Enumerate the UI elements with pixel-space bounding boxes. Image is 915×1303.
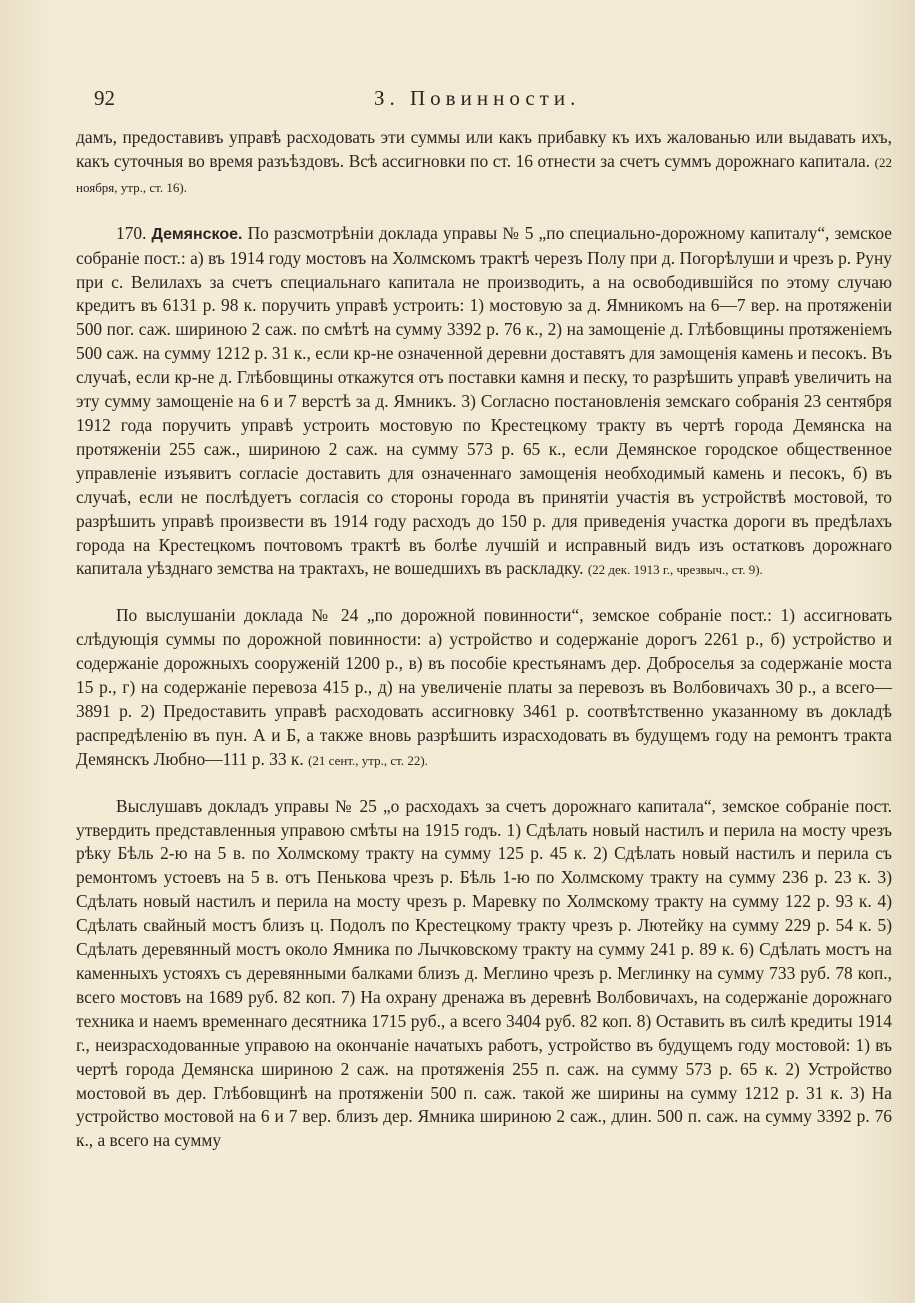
paragraph-continuation: [76, 126, 892, 200]
page-number: 92: [94, 86, 115, 110]
paragraph-text: дамъ, предоставивъ управѣ расходовать эти суммы или какъ прибавку къ ихъ жалованью или выдавать ихъ, какъ суточныя во время разъѣздовъ. Всѣ ассигновки по ст. 16 отнести за счетъ суммъ дорожнаго капитала.: [76, 127, 892, 171]
running-title: З. Повинности.: [374, 86, 581, 110]
page-header: [94, 86, 875, 116]
paragraph-text: По выслушаніи доклада № 24 „по дорожной повинности“, земское собраніе пост.: 1) ассигновать слѣдующія суммы по дорожной повинности: а) устройство и содержаніе дорогъ 2261 р., б) устройство и содержаніе дорожныхъ сооруженій 1200 р., в) въ пособіе крестьянамъ дер. Доброселья за содержаніе моста 15 р., г) на содержаніе перевоза 415 р., д) на увеличеніе платы за перевозъ въ Волбовичахъ 30 р., а всего—3891 р. 2) Предоставить управѣ расходовать ассигновку 3461 р. соотвѣтственно указанному въ докладѣ распредѣленію въ пун. А и Б, а также вновь разрѣшить израсходовать въ будущемъ году на ремонтъ тракта Демянскъ Любно—111 р. 33 к.: [76, 605, 892, 769]
reference-note: (21 сент., утр., ст. 22).: [308, 752, 428, 768]
entry-number: 170.: [116, 222, 152, 243]
entry-keyword: Демянское.: [151, 225, 243, 243]
paragraph-text: По разсмотрѣніи доклада управы № 5 „по специально-дорожному капиталу“, земское собраніе пост.: а) въ 1914 году мостовъ на Холмскомъ трактѣ черезъ Полу при д. Погорѣлуши и чрезъ р. Руну при с. Велилахъ за счетъ специальнаго капитала не производить, а на освободившійся по этому случаю кредитъ въ 6131 р. 98 к. поручить управѣ устроить: 1) мостовую за д. Ямникомъ на 6—7 вер. на протяженіи 500 пог. саж. шириною 2 саж. по смѣтѣ на сумму 3392 р. 76 к., 2) на замощеніе д. Глѣбовщины протяженіемъ 500 саж. на сумму 1212 р. 31 к., если кр-не означенной деревни доставятъ для замощенія камень и песокъ. Въ случаѣ, если кр-не д. Глѣбовщины откажутся отъ поставки камня и песку, то разрѣшить управѣ увеличить на эту сумму замощеніе на 6 и 7 верстѣ за д. Ямникъ. 3) Согласно постановленія земскаго собранія 23 сентября 1912 года поручить управѣ устроить мостовую по Крестецкому тракту въ чертѣ города Демянска на протяженіи 255 саж., шириною 2 саж. на сумму 573 р. 65 к., если Демянское городское общественное управленіе изъявитъ согласіе доставить для означеннаго замощенія необходимый камень и песокъ, б) въ случаѣ, если не послѣдуетъ согласія со стороны города въ принятіи участія въ устройствѣ мостовой, то разрѣшить управѣ произвести въ 1914 году расходъ до 150 р. для приведенія участка дороги въ предѣлахъ города на Крестецкомъ почтовомъ трактѣ въ болѣе лучшій и исправный видъ изъ остатковъ дорожнаго капитала уѣзднаго земства на трактахъ, не вошедшихъ въ раскладку.: [76, 222, 892, 579]
paragraph-text: Выслушавъ докладъ управы № 25 „о расходахъ за счетъ дорожнаго капитала“, земское собраніе пост. утвердить представленныя управою смѣты на 1915 годъ. 1) Сдѣлать новый настилъ и перила на мосту чрезъ рѣку Бѣль 2-ю на 5 в. по Холмскому тракту на сумму 125 р. 45 к. 2) Сдѣлать новый настилъ и перила съ ремонтомъ устоевъ на 5 в. отъ Пенькова чрезъ р. Бѣль 1-ю по Холмскому тракту на сумму 236 р. 23 к. 3) Сдѣлать новый настилъ и перила на мосту чрезъ р. Маревку по Холмскому тракту на сумму 122 р. 93 к. 4) Сдѣлать свайный мостъ близъ ц. Подолъ по Крестецкому тракту чрезъ р. Лютейку на сумму 229 р. 54 к. 5) Сдѣлать деревянный мостъ около Ямника по Лычковскому тракту на сумму 241 р. 89 к. 6) Сдѣлать мостъ на каменныхъ устояхъ съ деревянными балками близъ д. Меглино чрезъ р. Меглинку на сумму 733 руб. 78 коп., всего мостовъ на 1689 руб. 82 коп. 7) На охрану дренажа въ деревнѣ Волбовичахъ, на содержаніе дорожнаго техника и наемъ временнаго десятника 1715 руб., а всего 3404 руб. 82 коп. 8) Оставить въ силѣ кредиты 1914 г., неизрасходованные управою на окончаніе начатыхъ работъ, устройство въ будущемъ году мостовой: 1) въ чертѣ города Демянска шириною 2 саж. на протяженія 255 п. саж. на сумму 573 р. 65 к. 2) Устройство мостовой въ дер. Глѣбовщинѣ на протяженіи 500 п. саж. такой же ширины на сумму 1212 р. 31 к. 3) На устройство мостовой на 6 и 7 вер. близъ дер. Ямника шириною 2 саж., длин. 500 п. саж. на сумму 3392 р. 76 к., а всего на сумму: [76, 795, 892, 1151]
reference-note: (22 ноября, утр., ст. 16).: [76, 154, 892, 195]
paragraph-report-25: [76, 795, 892, 1154]
body-text: [76, 126, 892, 1153]
paragraph-entry-170: [76, 222, 892, 583]
paragraph-report-24: [76, 604, 892, 772]
reference-note: (22 дек. 1913 г., чрезвыч., ст. 9).: [587, 562, 763, 578]
